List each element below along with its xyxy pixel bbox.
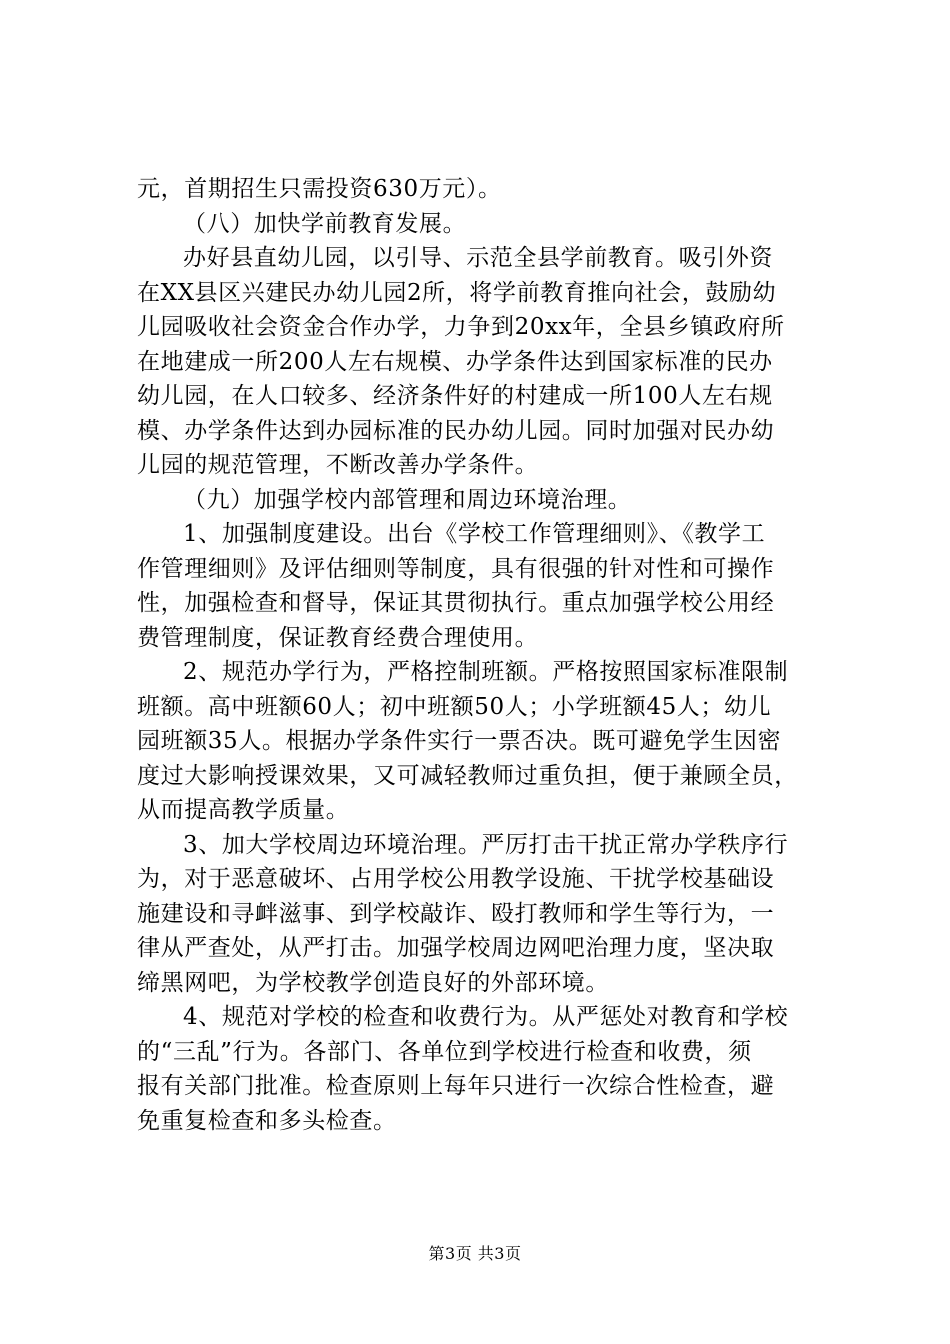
text-line: 3、加大学校周边环境治理。严厉打击干扰正常办学秩序行 bbox=[183, 831, 789, 858]
text-line: 律从严查处，从严打击。加强学校周边网吧治理力度，坚决取 bbox=[137, 935, 775, 961]
text-line: 性，加强检查和督导，保证其贯彻执行。重点加强学校公用经 bbox=[137, 590, 775, 616]
text-line: 班额。高中班额60人；初中班额50人；小学班额45人；幼儿 bbox=[137, 693, 772, 720]
text-line: 模、办学条件达到办园标准的民办幼儿园。同时加强对民办幼 bbox=[137, 417, 775, 444]
text-line: 缔黑网吧，为学校教学创造良好的外部环境。 bbox=[137, 969, 609, 996]
text-line: 度过大影响授课效果，又可减轻教师过重负担，便于兼顾全员， bbox=[137, 762, 798, 789]
text-line: 的“三乱”行为。各部门、各单位到学校进行检查和收费，须 bbox=[137, 1038, 752, 1065]
text-line: 4、规范对学校的检查和收费行为。从严惩处对教育和学校 bbox=[183, 1004, 789, 1030]
text-line: 免重复检查和多头检查。 bbox=[137, 1107, 397, 1134]
text-line: 在地建成一所200人左右规模、办学条件达到国家标准的民办 bbox=[137, 348, 773, 375]
text-line: 报有关部门批准。检查原则上每年只进行一次综合性检查，避 bbox=[137, 1073, 775, 1099]
text-line: 从而提高教学质量。 bbox=[137, 797, 350, 823]
text-line: （九）加强学校内部管理和周边环境治理。 bbox=[183, 486, 632, 513]
text-line: 儿园吸收社会资金合作办学，力争到20xx年，全县乡镇政府所 bbox=[137, 314, 785, 340]
text-line: 施建设和寻衅滋事、到学校敲诈、殴打教师和学生等行为，一 bbox=[137, 900, 775, 927]
text-line: 为，对于恶意破坏、占用学校公用教学设施、干扰学校基础设 bbox=[137, 866, 775, 892]
text-line: 办好县直幼儿园，以引导、示范全县学前教育。吸引外资 bbox=[183, 245, 773, 271]
page-footer: 第3页 共3页 bbox=[428, 1244, 522, 1263]
text-line: 1、加强制度建设。出台《学校工作管理细则》、《教学工 bbox=[183, 521, 766, 547]
text-line: 费管理制度，保证教育经费合理使用。 bbox=[137, 624, 539, 651]
text-line: 儿园的规范管理，不断改善办学条件。 bbox=[137, 452, 539, 478]
text-line: 幼儿园，在人口较多、经济条件好的村建成一所100人左右规 bbox=[137, 383, 773, 409]
text-line: 元，首期招生只需投资630万元）。 bbox=[137, 176, 502, 202]
text-line: 2、规范办学行为，严格控制班额。严格按照国家标准限制 bbox=[183, 659, 789, 685]
text-line: 作管理细则》及评估细则等制度，具有很强的针对性和可操作 bbox=[137, 555, 775, 582]
text-line: 园班额35人。根据办学条件实行一票否决。既可避免学生因密 bbox=[137, 728, 782, 754]
text-line: （八）加快学前教育发展。 bbox=[183, 210, 467, 237]
text-line: 在XX县区兴建民办幼儿园2所，将学前教育推向社会，鼓励幼 bbox=[137, 279, 777, 306]
document-body bbox=[137, 172, 831, 1138]
